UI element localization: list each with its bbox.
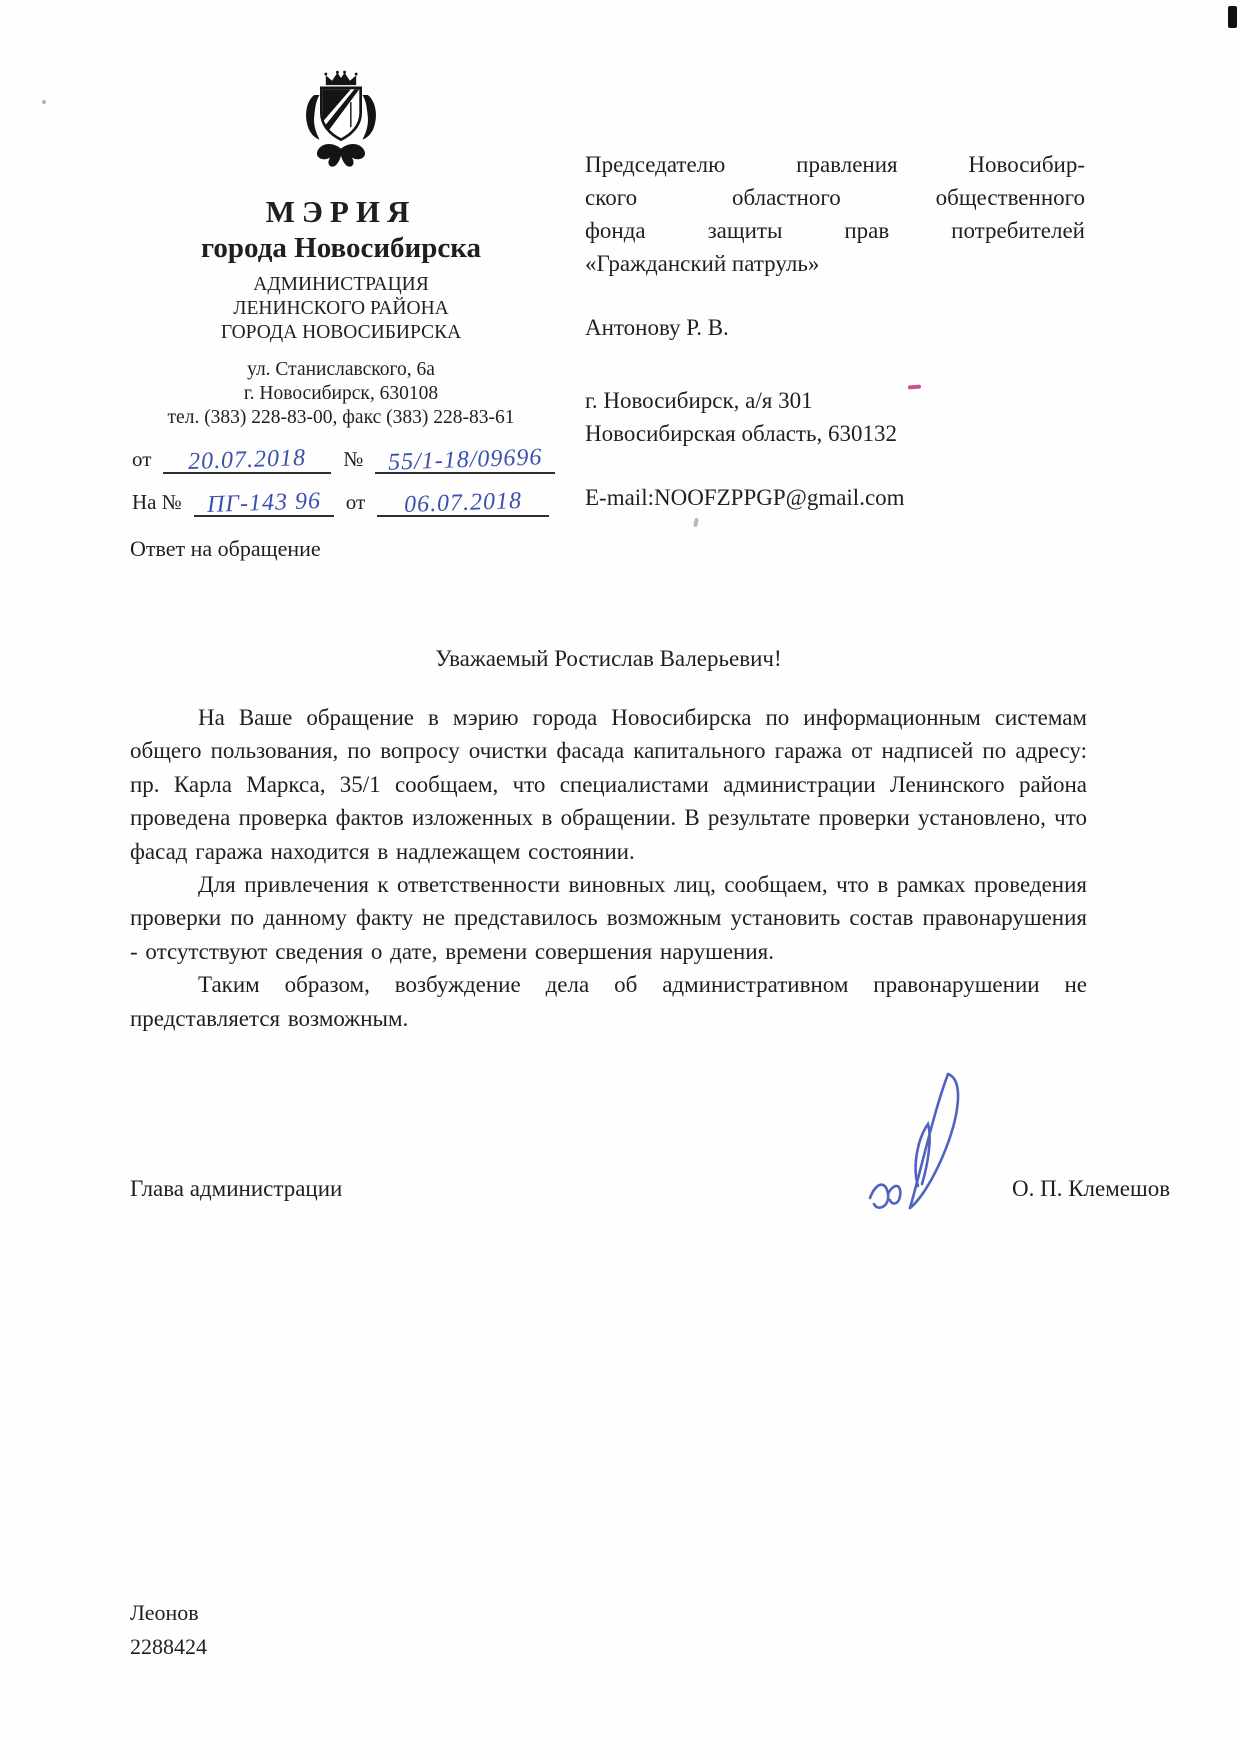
outgoing-date-label: от: [132, 447, 152, 471]
incoming-date-field: [377, 485, 549, 517]
body-paragraph: Для привлечения к ответственности виновных лиц, сообщаем, что в рамках проведения проверки по данному факту не представилось возможным установить состав правонарушения - отсутствуют сведения о дате, времени совершения нарушения.: [130, 872, 1087, 964]
recipient-block: [585, 148, 1085, 514]
recipient-email: E-mail:NOOFZPPGP@gmail.com: [585, 485, 905, 510]
handwritten-signature: [852, 1066, 1022, 1216]
org-name-line: ЛЕНИНСКОГО РАЙОНА: [233, 298, 449, 319]
handwritten-incoming-date: 06.07.2018: [403, 487, 523, 519]
recipient-name: Антонову Р. В.: [585, 315, 729, 340]
recipient-title-line: фонда защиты прав потребителей: [585, 218, 1085, 243]
recipient-address-line: г. Новосибирск, а/я 301: [585, 388, 813, 413]
incoming-reference-row: [132, 485, 570, 517]
executor-name: Леонов: [130, 1600, 199, 1625]
recipient-title-line: Председателю правления Новосибир-: [585, 152, 1085, 177]
scan-artifact-dot: [42, 100, 46, 104]
incoming-number-field: [194, 485, 334, 517]
signer-name: О. П. Клемешов: [1012, 1176, 1171, 1201]
letterhead: [112, 70, 570, 517]
org-name-line: города Новосибирска: [200, 232, 482, 264]
outgoing-date-field: [163, 442, 331, 474]
org-name-line: ГОРОДА НОВОСИБИРСКА: [220, 322, 462, 343]
recipient-title-line: «Гражданский патруль»: [585, 251, 820, 276]
city-postcode: г. Новосибирск, 630108: [243, 383, 439, 404]
org-name-line: МЭРИЯ: [265, 194, 417, 229]
letter-subject: Ответ на обращение: [130, 536, 321, 561]
outgoing-number-label: №: [343, 447, 364, 471]
handwritten-outgoing-date: 20.07.2018: [188, 444, 307, 476]
salutation: Уважаемый Ростислав Валерьевич!: [435, 646, 782, 671]
novosibirsk-coat-of-arms-emblem: [294, 70, 388, 170]
reference-fields: [112, 442, 570, 517]
outgoing-reference-row: [132, 442, 570, 474]
street-address: ул. Станиславского, 6а: [247, 359, 435, 380]
handwritten-incoming-number: ПГ-143 96: [206, 488, 322, 518]
scan-artifact-speck: [693, 518, 699, 528]
body-paragraph: На Ваше обращение в мэрию города Новосибирска по информационным системам общего пользования, по вопросу очистки фасада капитального гаража от надписей по адресу: пр. Карла Маркса, 35/1 сообщаем, что специалистами администрации Ленинского района проведена проверка фактов изложенных в обращении. В результате проверки установлено, что фасад гаража находится в надлежащем состоянии.: [130, 705, 1087, 864]
executor-block: [130, 1596, 207, 1664]
incoming-number-label: На №: [132, 490, 182, 514]
incoming-date-label: от: [345, 490, 366, 514]
letter-body: [130, 701, 1087, 1035]
executor-phone: 2288424: [130, 1634, 207, 1659]
scan-artifact-corner-mark: [1228, 6, 1237, 28]
org-name-line: АДМИНИСТРАЦИЯ: [253, 274, 429, 295]
handwritten-outgoing-number: 55/1-18/09696: [387, 444, 544, 476]
signer-position: Глава администрации: [130, 1176, 343, 1201]
recipient-title-line: ского областного общественного: [585, 185, 1085, 210]
letterhead-address: [112, 358, 570, 430]
recipient-address-line: Новосибирская область, 630132: [585, 421, 898, 446]
body-paragraph: Таким образом, возбуждение дела об административном правонарушении не представляется возможным.: [130, 972, 1087, 1031]
outgoing-number-field: [375, 442, 555, 474]
phone-fax-line: тел. (383) 228-83-00, факс (383) 228-83-61: [167, 407, 515, 428]
